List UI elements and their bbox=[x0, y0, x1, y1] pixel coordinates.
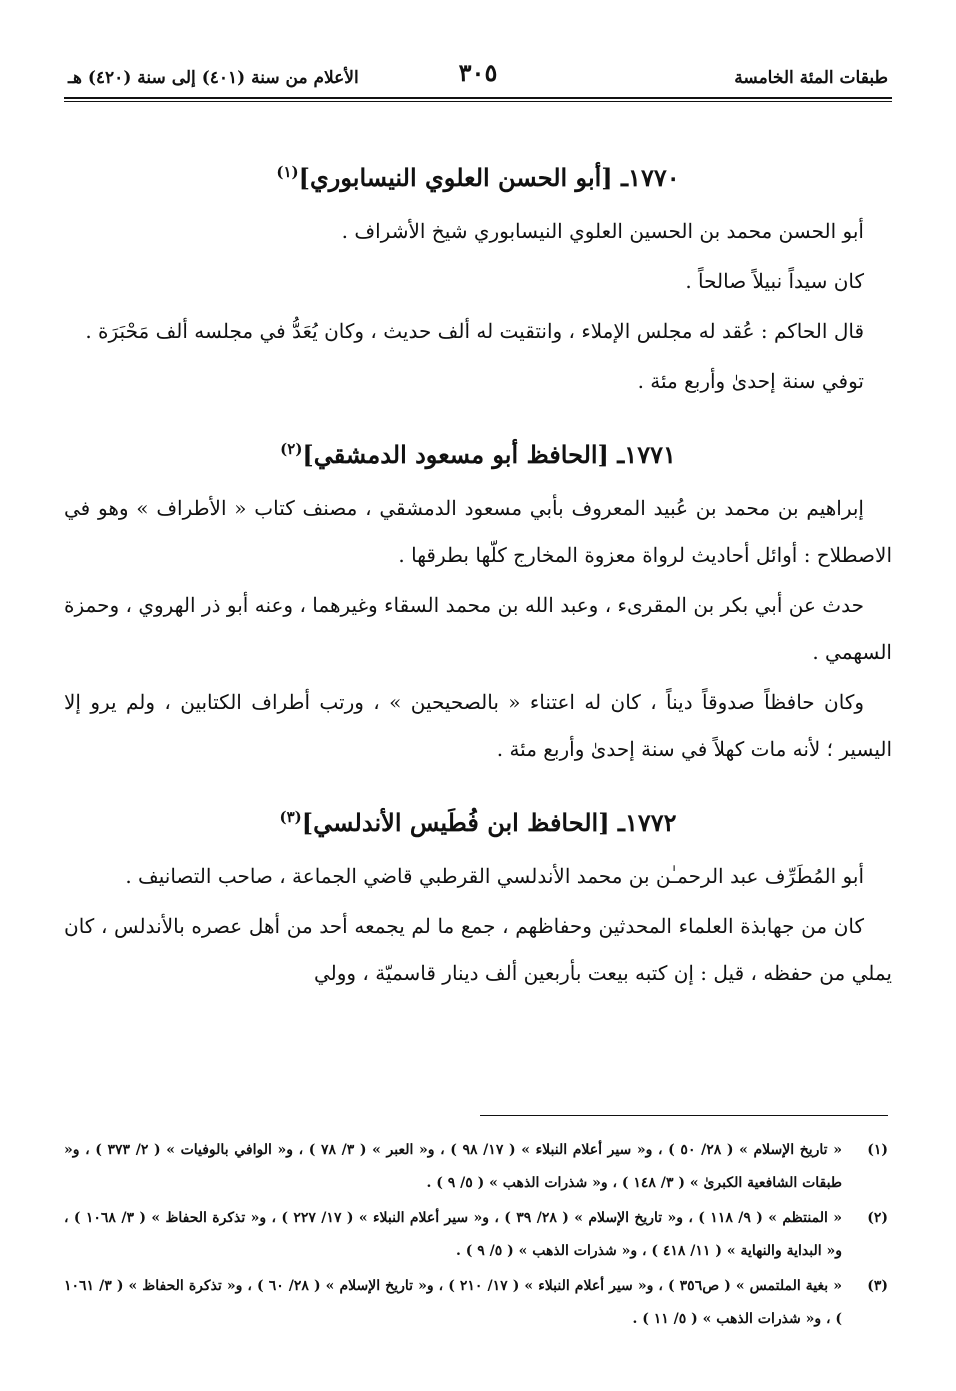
entry-paragraph: إبراهيم بن محمد بن عُبيد المعروف بأبي مسعود الدمشقي ، مصنف كتاب « الأطراف » وهو في الاصطلاح : أوائل أحاديث لرواة معزوة المخارج كلّها بطرقها . bbox=[64, 496, 892, 567]
main-text bbox=[64, 150, 892, 1019]
footnote-1 bbox=[64, 1134, 892, 1200]
footnote-2 bbox=[64, 1202, 892, 1268]
entry-title-text: ١٧٧٢ـ [الحافظ ابن فُطَيس الأندلسي] bbox=[301, 808, 677, 837]
footnote-text: « المنتظم » ( ٩/ ١١٨ ) ، و« تاريخ الإسلام » ( ٢٨/ ٣٩ ) ، و« سير أعلام النبلاء » ( ١٧/ ٢٢٧ ) ، و« تذكرة الحفاظ » ( ٣/ ١٠٦٨ ) ، و« البداية والنهاية » ( ١١/ ٤١٨ ) ، و« شذرات الذهب » ( ٥/ ٩ ) . bbox=[64, 1210, 842, 1259]
entry-paragraph: كان سيداً نبيلاً صالحاً . bbox=[685, 269, 864, 293]
footnote-3 bbox=[64, 1270, 892, 1336]
entry-1770 bbox=[64, 150, 892, 405]
entry-paragraph: أبو المُطَرِّف عبد الرحمـٰن بن محمد الأندلسي القرطبي قاضي الجماعة ، صاحب التصانيف . bbox=[125, 864, 864, 888]
entry-title bbox=[64, 150, 892, 206]
entry-title-text: ١٧٧٠ـ [أبو الحسن العلوي النيسابوري] bbox=[298, 163, 680, 192]
entry-paragraph: حدث عن أبي بكر بن المقرىء ، وعبد الله بن محمد السقاء وغيرهما ، وعنه أبو ذر الهروي ، وحمزة السهمي . bbox=[64, 593, 892, 664]
footnote-ref[interactable]: (٢) bbox=[280, 440, 303, 458]
entry-title bbox=[64, 795, 892, 851]
entry-1772 bbox=[64, 795, 892, 997]
running-header-range-title: الأعلام من سنة (٤٠١) إلى سنة (٤٢٠) هـ bbox=[68, 68, 359, 88]
footnote-ref[interactable]: (١) bbox=[276, 163, 299, 181]
entry-paragraph: أبو الحسن محمد بن الحسين العلوي النيسابوري شيخ الأشراف . bbox=[341, 219, 864, 243]
entry-title-text: ١٧٧١ـ [الحافظ أبو مسعود الدمشقي] bbox=[302, 440, 676, 469]
entry-paragraph: وكان حافظاً صدوقاً ديناً ، كان له اعتناء « بالصحيحين » ، ورتب أطراف الكتابين ، ولم يرو إلا اليسير ؛ لأنه مات كهلاً في سنة إحدىٰ وأربع مئة . bbox=[64, 690, 892, 761]
footnote-text: « بغية الملتمس » ( ص٣٥٦ ) ، و« سير أعلام النبلاء » ( ١٧/ ٢١٠ ) ، و« تاريخ الإسلام » ( ٢٨/ ٦٠ ) ، و« تذكرة الحفاظ » ( ٣/ ١٠٦١ ) ، و« شذرات الذهب » ( ٥/ ١١ ) . bbox=[64, 1278, 842, 1327]
footnote-number: (١) bbox=[867, 1142, 888, 1158]
footnote-ref[interactable]: (٣) bbox=[279, 808, 302, 826]
entry-title bbox=[64, 427, 892, 483]
footnote-number: (٢) bbox=[867, 1210, 888, 1226]
header-rule-thin bbox=[64, 101, 892, 102]
header-rule bbox=[64, 97, 892, 99]
footnote-text: « تاريخ الإسلام » ( ٢٨/ ٥٠ ) ، و« سير أعلام النبلاء » ( ١٧/ ٩٨ ) ، و« العبر » ( ٣/ ٧٨ ) ، و« الوافي بالوفيات » ( ٢/ ٣٧٣ ) ، و« طبقات الشافعية الكبرىٰ » ( ٣/ ١٤٨ ) ، و« شذرات الذهب » ( ٥/ ٩ ) . bbox=[64, 1142, 842, 1191]
entry-1771 bbox=[64, 427, 892, 773]
footnotes bbox=[64, 1134, 892, 1338]
page-number: ٣٠٥ bbox=[458, 58, 498, 87]
footnote-number: (٣) bbox=[867, 1278, 888, 1294]
book-page bbox=[64, 0, 892, 1391]
entry-paragraph: قال الحاكم : عُقد له مجلس الإملاء ، وانتقيت له ألف حديث ، وكان يُعَدُّ في مجلسه ألف مَحْبَرَة . bbox=[85, 319, 864, 343]
entry-paragraph: كان من جهابذة العلماء المحدثين وحفاظهم ، جمع ما لم يجمعه أحد من أهل عصره بالأندلس ، كان يملي من حفظه ، قيل : إن كتبه بيعت بأربعين ألف دينار قاسميّة ، وولي bbox=[64, 914, 892, 985]
running-header bbox=[64, 58, 892, 94]
running-header-section-title: طبقات المئة الخامسة bbox=[734, 68, 888, 88]
footnote-separator bbox=[480, 1115, 888, 1116]
entry-paragraph: توفي سنة إحدىٰ وأربع مئة . bbox=[637, 369, 864, 393]
